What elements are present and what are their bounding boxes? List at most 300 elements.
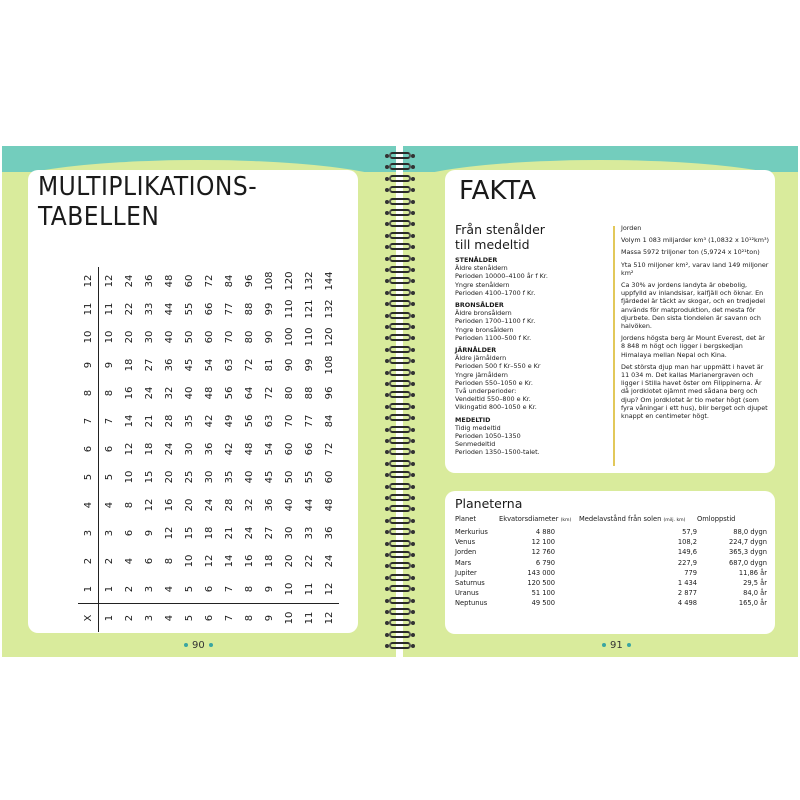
table-row bbox=[299, 267, 319, 632]
table-cell: 24 bbox=[143, 386, 155, 400]
wire-loop bbox=[389, 300, 411, 307]
table-cell: 90 bbox=[263, 330, 275, 344]
spiral-ring bbox=[383, 540, 417, 547]
era-line: Yngre järnåldern bbox=[455, 370, 508, 379]
punch-hole bbox=[385, 496, 389, 500]
punch-hole bbox=[411, 462, 415, 466]
spiral-ring bbox=[383, 551, 417, 558]
punch-hole bbox=[385, 610, 389, 614]
planet-diameter-cell: 49 500 bbox=[531, 599, 555, 608]
punch-hole bbox=[385, 542, 389, 546]
table-cell: 22 bbox=[123, 302, 135, 316]
wire-loop bbox=[389, 471, 411, 478]
spiral-binding bbox=[383, 148, 417, 658]
punch-hole bbox=[411, 644, 415, 648]
table-cell: 144 bbox=[323, 271, 335, 291]
table-cell: 12 bbox=[78, 267, 99, 295]
table-cell: 6 bbox=[203, 585, 215, 593]
punch-hole bbox=[411, 439, 415, 443]
table-cell: 10 bbox=[283, 582, 295, 596]
spiral-ring bbox=[383, 414, 417, 421]
punch-hole bbox=[411, 564, 415, 568]
table-cell: 54 bbox=[263, 442, 275, 456]
punch-hole bbox=[411, 519, 415, 523]
punch-hole bbox=[411, 200, 415, 204]
dot-icon bbox=[602, 643, 606, 647]
punch-hole bbox=[385, 519, 389, 523]
punch-hole bbox=[385, 564, 389, 568]
planet-distance-cell: 227,9 bbox=[677, 558, 697, 567]
table-cell: 60 bbox=[203, 330, 215, 344]
table-cell: 33 bbox=[143, 302, 155, 316]
table-row bbox=[99, 267, 120, 632]
table-cell: 50 bbox=[183, 330, 195, 344]
planet-diameter-cell: 12 100 bbox=[531, 538, 555, 547]
punch-hole bbox=[385, 507, 389, 511]
table-cell: 25 bbox=[183, 470, 195, 484]
planet-period-cell: 11,86 år bbox=[738, 568, 767, 577]
spiral-ring bbox=[383, 403, 417, 410]
punch-hole bbox=[411, 165, 415, 169]
wire-loop bbox=[389, 494, 411, 501]
table-cell: 16 bbox=[123, 386, 135, 400]
wire-loop bbox=[389, 266, 411, 273]
wire-loop bbox=[389, 642, 411, 649]
spiral-ring bbox=[383, 380, 417, 387]
table-cell: 108 bbox=[323, 355, 335, 375]
table-cell: 120 bbox=[323, 327, 335, 347]
wire-loop bbox=[389, 574, 411, 581]
table-cell: 3 bbox=[139, 604, 159, 633]
planet-period-cell: 165,0 år bbox=[738, 599, 767, 608]
punch-hole bbox=[385, 188, 389, 192]
table-cell: 99 bbox=[303, 358, 315, 372]
page-number-text: 91 bbox=[610, 640, 623, 651]
spiral-ring bbox=[383, 460, 417, 467]
spiral-ring bbox=[383, 597, 417, 604]
punch-hole bbox=[385, 462, 389, 466]
table-cell: 60 bbox=[323, 470, 335, 484]
punch-hole bbox=[385, 268, 389, 272]
spiral-ring bbox=[383, 505, 417, 512]
punch-hole bbox=[411, 371, 415, 375]
era-line: Yngre bronsåldern bbox=[455, 325, 514, 334]
punch-hole bbox=[385, 336, 389, 340]
table-row bbox=[455, 558, 767, 568]
table-cell: 42 bbox=[203, 414, 215, 428]
table-cell: 2 bbox=[103, 557, 115, 565]
table-cell: 10 bbox=[183, 554, 195, 568]
spiral-ring bbox=[383, 198, 417, 205]
wire-loop bbox=[389, 437, 411, 444]
punch-hole bbox=[411, 507, 415, 511]
history-column bbox=[455, 222, 605, 461]
table-cell: X bbox=[78, 604, 99, 633]
header-diameter-unit: (km) bbox=[560, 518, 572, 523]
table-cell: 24 bbox=[123, 274, 135, 288]
table-cell: 32 bbox=[243, 498, 255, 512]
table-cell: 64 bbox=[243, 386, 255, 400]
table-cell: 110 bbox=[283, 299, 295, 319]
punch-hole bbox=[411, 245, 415, 249]
punch-hole bbox=[411, 336, 415, 340]
table-row bbox=[78, 267, 99, 632]
table-cell: 5 bbox=[183, 585, 195, 593]
wire-loop bbox=[389, 220, 411, 227]
table-cell: 4 bbox=[103, 501, 115, 509]
table-cell: 36 bbox=[143, 274, 155, 288]
wire-loop bbox=[389, 505, 411, 512]
table-cell: 70 bbox=[283, 414, 295, 428]
planet-name-cell: Merkurius bbox=[455, 528, 488, 536]
table-cell: 55 bbox=[303, 470, 315, 484]
era-line: Äldre stenåldern bbox=[455, 264, 508, 273]
punch-hole bbox=[411, 177, 415, 181]
table-cell: 18 bbox=[143, 442, 155, 456]
punch-hole bbox=[411, 302, 415, 306]
table-cell: 12 bbox=[103, 274, 115, 288]
table-cell: 12 bbox=[163, 526, 175, 540]
planet-diameter-cell: 51 100 bbox=[531, 589, 555, 598]
table-cell: 48 bbox=[323, 498, 335, 512]
header-diameter bbox=[499, 514, 579, 525]
wire-loop bbox=[389, 334, 411, 341]
table-cell: 40 bbox=[163, 330, 175, 344]
table-cell: 36 bbox=[163, 358, 175, 372]
table-cell: 35 bbox=[183, 414, 195, 428]
punch-hole bbox=[385, 302, 389, 306]
subhead-line: till medeltid bbox=[455, 237, 530, 252]
planet-diameter-cell: 4 880 bbox=[535, 528, 555, 536]
planet-diameter-cell: 143 000 bbox=[527, 568, 555, 577]
table-cell: 96 bbox=[323, 386, 335, 400]
table-cell: 72 bbox=[323, 442, 335, 456]
punch-hole bbox=[411, 416, 415, 420]
table-cell: 18 bbox=[123, 358, 135, 372]
spiral-ring bbox=[383, 175, 417, 182]
wire-loop bbox=[389, 619, 411, 626]
header-distance bbox=[579, 514, 697, 525]
earth-fact-paragraph: Massa 5972 triljoner ton (5,9724 x 10²¹ton) bbox=[621, 248, 760, 257]
punch-hole bbox=[411, 211, 415, 215]
table-cell: 42 bbox=[223, 442, 235, 456]
planet-distance-cell: 1 434 bbox=[677, 579, 697, 588]
wire-loop bbox=[389, 357, 411, 364]
table-cell: 24 bbox=[323, 554, 335, 568]
punch-hole bbox=[411, 279, 415, 283]
punch-hole bbox=[385, 576, 389, 580]
title-line-1: MULTIPLIKATIONS- bbox=[38, 172, 258, 202]
table-cell: 20 bbox=[283, 554, 295, 568]
punch-hole bbox=[411, 188, 415, 192]
wire-loop bbox=[389, 426, 411, 433]
table-row bbox=[159, 267, 179, 632]
wire-loop bbox=[389, 243, 411, 250]
table-row bbox=[259, 267, 279, 632]
era-line: Tidig medeltid bbox=[455, 423, 501, 432]
planet-name-cell: Jupiter bbox=[455, 568, 477, 577]
table-cell: 8 bbox=[239, 604, 259, 633]
table-cell: 44 bbox=[163, 302, 175, 316]
table-cell: 1 bbox=[78, 575, 99, 604]
punch-hole bbox=[411, 621, 415, 625]
table-cell: 99 bbox=[263, 302, 275, 316]
table-cell: 5 bbox=[103, 473, 115, 481]
table-cell: 2 bbox=[123, 585, 135, 593]
spiral-ring bbox=[383, 300, 417, 307]
punch-hole bbox=[385, 405, 389, 409]
table-cell: 88 bbox=[303, 386, 315, 400]
table-cell: 10 bbox=[78, 323, 99, 351]
planets-card bbox=[445, 491, 775, 634]
punch-hole bbox=[385, 371, 389, 375]
table-cell: 1 bbox=[99, 604, 120, 633]
era-section bbox=[455, 256, 605, 297]
punch-hole bbox=[411, 553, 415, 557]
spiral-ring bbox=[383, 289, 417, 296]
wire-loop bbox=[389, 597, 411, 604]
table-cell: 84 bbox=[223, 274, 235, 288]
table-cell: 20 bbox=[183, 498, 195, 512]
punch-hole bbox=[385, 257, 389, 261]
table-cell: 6 bbox=[143, 557, 155, 565]
punch-hole bbox=[385, 279, 389, 283]
table-cell: 18 bbox=[263, 554, 275, 568]
spiral-ring bbox=[383, 346, 417, 353]
table-cell: 30 bbox=[283, 526, 295, 540]
table-cell: 11 bbox=[303, 582, 315, 596]
planet-name-cell: Uranus bbox=[455, 589, 479, 598]
table-cell: 7 bbox=[219, 604, 239, 633]
header-distance-label: Medelavstånd från solen bbox=[579, 515, 662, 523]
punch-hole bbox=[411, 473, 415, 477]
era-line: Yngre stenåldern bbox=[455, 280, 510, 289]
planet-period-cell: 88,0 dygn bbox=[733, 528, 767, 536]
era-list bbox=[455, 256, 605, 457]
table-cell: 100 bbox=[283, 327, 295, 347]
table-cell: 30 bbox=[203, 470, 215, 484]
punch-hole bbox=[385, 200, 389, 204]
page-number-text: 90 bbox=[192, 640, 205, 651]
page-number-left bbox=[180, 640, 217, 651]
spiral-ring bbox=[383, 619, 417, 626]
punch-hole bbox=[411, 325, 415, 329]
punch-hole bbox=[385, 439, 389, 443]
wire-loop bbox=[389, 528, 411, 535]
planet-distance-cell: 779 bbox=[684, 568, 697, 577]
wire-loop bbox=[389, 585, 411, 592]
punch-hole bbox=[411, 610, 415, 614]
spiral-ring bbox=[383, 471, 417, 478]
punch-hole bbox=[385, 325, 389, 329]
spiral-ring bbox=[383, 186, 417, 193]
table-cell: 80 bbox=[283, 386, 295, 400]
table-row bbox=[139, 267, 159, 632]
wire-loop bbox=[389, 186, 411, 193]
wire-loop bbox=[389, 448, 411, 455]
subhead-line: Från stenålder bbox=[455, 222, 545, 237]
table-cell: 22 bbox=[303, 554, 315, 568]
table-cell: 8 bbox=[123, 501, 135, 509]
table-row bbox=[455, 568, 767, 578]
earth-fact-paragraph: Yta 510 miljoner km², varav land 149 miljoner km² bbox=[621, 260, 769, 277]
table-cell: 20 bbox=[163, 470, 175, 484]
era-heading: BRONSÅLDER bbox=[455, 301, 504, 310]
table-cell: 1 bbox=[103, 585, 115, 593]
table-row bbox=[119, 267, 139, 632]
table-cell: 60 bbox=[183, 274, 195, 288]
wire-loop bbox=[389, 483, 411, 490]
table-cell: 40 bbox=[283, 498, 295, 512]
punch-hole bbox=[411, 257, 415, 261]
table-cell: 81 bbox=[263, 358, 275, 372]
punch-hole bbox=[411, 450, 415, 454]
table-cell: 15 bbox=[143, 470, 155, 484]
table-cell: 4 bbox=[123, 557, 135, 565]
wire-loop bbox=[389, 277, 411, 284]
punch-hole bbox=[411, 587, 415, 591]
table-cell: 50 bbox=[283, 470, 295, 484]
planet-period-cell: 84,0 år bbox=[743, 589, 767, 598]
table-cell: 63 bbox=[223, 358, 235, 372]
era-heading: MEDELTID bbox=[455, 415, 491, 424]
table-cell: 45 bbox=[183, 358, 195, 372]
table-cell: 66 bbox=[203, 302, 215, 316]
table-cell: 3 bbox=[143, 585, 155, 593]
planet-diameter-cell: 12 760 bbox=[531, 548, 555, 557]
planet-period-cell: 687,0 dygn bbox=[729, 558, 767, 567]
table-cell: 12 bbox=[319, 604, 339, 633]
planet-diameter-cell: 120 500 bbox=[527, 579, 555, 588]
punch-hole bbox=[411, 314, 415, 318]
table-cell: 10 bbox=[103, 330, 115, 344]
era-section bbox=[455, 416, 605, 457]
table-cell: 2 bbox=[119, 604, 139, 633]
planet-name-cell: Venus bbox=[455, 538, 476, 547]
table-cell: 21 bbox=[223, 526, 235, 540]
wire-loop bbox=[389, 255, 411, 262]
spiral-ring bbox=[383, 562, 417, 569]
spiral-ring bbox=[383, 243, 417, 250]
era-section bbox=[455, 346, 605, 412]
punch-hole bbox=[385, 245, 389, 249]
earth-fact-paragraph: Jorden bbox=[621, 224, 642, 232]
spiral-ring bbox=[383, 528, 417, 535]
planet-name-cell: Neptunus bbox=[455, 599, 488, 608]
table-cell: 6 bbox=[123, 529, 135, 537]
planets-table bbox=[455, 514, 767, 609]
punch-hole bbox=[385, 348, 389, 352]
table-cell: 24 bbox=[163, 442, 175, 456]
earth-fact-paragraph: Jordens högsta berg är Mount Everest, det är 8 848 m högt och ligger i bergskedjan Himalaya mellan Nepal och Kina. bbox=[621, 334, 765, 359]
wire-loop bbox=[389, 540, 411, 547]
punch-hole bbox=[411, 359, 415, 363]
spiral-ring bbox=[383, 483, 417, 490]
punch-hole bbox=[385, 314, 389, 318]
table-cell: 28 bbox=[163, 414, 175, 428]
table-cell: 54 bbox=[203, 358, 215, 372]
table-cell: 80 bbox=[243, 330, 255, 344]
era-heading: STENÅLDER bbox=[455, 256, 498, 264]
punch-hole bbox=[385, 587, 389, 591]
table-cell: 48 bbox=[203, 386, 215, 400]
punch-hole bbox=[411, 348, 415, 352]
table-cell: 11 bbox=[103, 302, 115, 316]
spiral-ring bbox=[383, 266, 417, 273]
table-cell: 28 bbox=[223, 498, 235, 512]
wire-loop bbox=[389, 152, 411, 159]
table-cell: 9 bbox=[78, 351, 99, 379]
planet-distance-cell: 57,9 bbox=[682, 528, 697, 536]
punch-hole bbox=[385, 222, 389, 226]
table-cell: 12 bbox=[143, 498, 155, 512]
header-planet: Planet bbox=[455, 515, 476, 523]
punch-hole bbox=[385, 393, 389, 397]
punch-hole bbox=[385, 621, 389, 625]
table-cell: 20 bbox=[123, 330, 135, 344]
table-cell: 7 bbox=[78, 407, 99, 435]
table-cell: 96 bbox=[243, 274, 255, 288]
table-row bbox=[239, 267, 259, 632]
table-cell: 36 bbox=[323, 526, 335, 540]
table-cell: 49 bbox=[223, 414, 235, 428]
table-cell: 48 bbox=[163, 274, 175, 288]
spiral-ring bbox=[383, 152, 417, 159]
era-line: Perioden 1100–500 f Kr. bbox=[455, 333, 532, 342]
wire-loop bbox=[389, 562, 411, 569]
era-section bbox=[455, 301, 605, 342]
table-header-row bbox=[455, 514, 767, 525]
table-cell: 6 bbox=[78, 435, 99, 463]
table-cell: 36 bbox=[203, 442, 215, 456]
era-line: Vikingatid 800–1050 e Kr. bbox=[455, 403, 537, 412]
table-cell: 110 bbox=[303, 327, 315, 347]
table-cell: 33 bbox=[303, 526, 315, 540]
history-subheading bbox=[455, 222, 605, 252]
table-cell: 36 bbox=[263, 498, 275, 512]
earth-fact-paragraph: Det största djup man har uppmätt i havet är 11 034 m. Det kallas Marianergraven och ligger i Stilla havet öster om Filippinerna. Är då jordklotet ojämnt med sådana berg och djup? Om jordklotet är tio meter högt (som fyra våningar i ett hus), blir berget och djupet knappt en centimeter högt. bbox=[621, 362, 768, 421]
wire-loop bbox=[389, 175, 411, 182]
wire-loop bbox=[389, 391, 411, 398]
table-cell: 11 bbox=[78, 295, 99, 323]
earth-fact-paragraph: Ca 30% av jordens landyta är obebolig, uppfylld av inlandsisar, kalfjäll och öknar. En fjärdedel är täckt av skogar, och en tredjedel används för matproduktion, det mesta för djurbete. Den sista tiondelen är savann och halvöken. bbox=[621, 281, 766, 331]
wire-loop bbox=[389, 198, 411, 205]
spiral-ring bbox=[383, 426, 417, 433]
header-period: Omloppstid bbox=[697, 515, 736, 523]
spiral-ring bbox=[383, 631, 417, 638]
multiplication-table bbox=[78, 267, 339, 632]
table-cell: 8 bbox=[243, 585, 255, 593]
punch-hole bbox=[385, 211, 389, 215]
table-cell: 132 bbox=[323, 299, 335, 319]
table-cell: 8 bbox=[163, 557, 175, 565]
header-diameter-label: Ekvatorsdiameter bbox=[499, 515, 559, 523]
dot-icon bbox=[184, 643, 188, 647]
table-cell: 5 bbox=[78, 463, 99, 491]
punch-hole bbox=[385, 177, 389, 181]
table-cell: 12 bbox=[323, 582, 335, 596]
planet-period-cell: 365,3 dygn bbox=[729, 548, 767, 557]
table-cell: 72 bbox=[203, 274, 215, 288]
wire-loop bbox=[389, 346, 411, 353]
spiral-ring bbox=[383, 448, 417, 455]
table-row bbox=[179, 267, 199, 632]
era-line: Äldre bronsåldern bbox=[455, 309, 512, 318]
era-line: Vendeltid 550–800 e Kr. bbox=[455, 395, 531, 404]
spiral-ring bbox=[383, 232, 417, 239]
table-cell: 70 bbox=[223, 330, 235, 344]
spiral-ring bbox=[383, 369, 417, 376]
